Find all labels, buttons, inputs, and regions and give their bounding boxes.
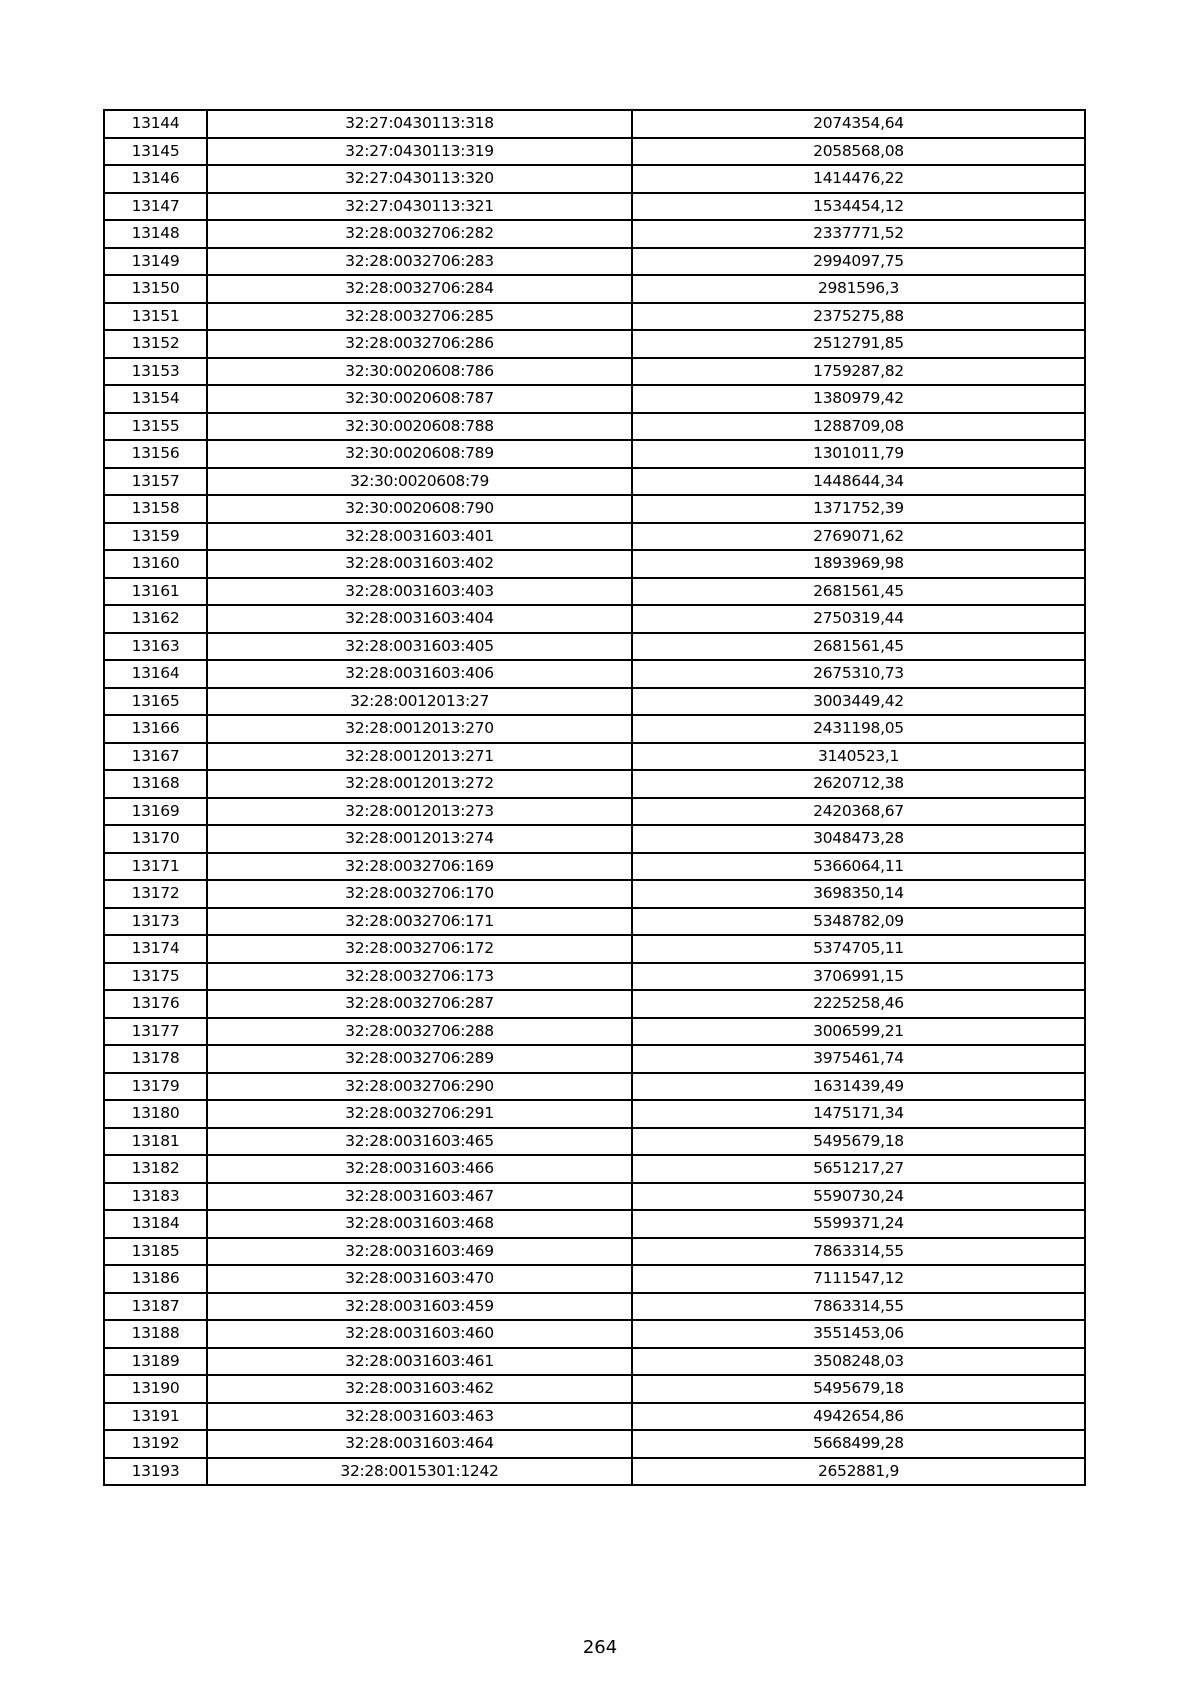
cadastral-value-cell: 3006599,21 <box>632 1018 1085 1046</box>
row-number-cell: 13173 <box>104 908 207 936</box>
row-number-cell: 13176 <box>104 990 207 1018</box>
table-row <box>104 358 1085 386</box>
row-number-cell: 13168 <box>104 770 207 798</box>
table-row <box>104 880 1085 908</box>
row-number-cell: 13182 <box>104 1155 207 1183</box>
cadastral-value-table <box>103 109 1086 1486</box>
cadastral-value-cell: 2681561,45 <box>632 578 1085 606</box>
table-row <box>104 385 1085 413</box>
row-number-cell: 13177 <box>104 1018 207 1046</box>
table-row <box>104 605 1085 633</box>
row-number-cell: 13157 <box>104 468 207 496</box>
cadastral-number-cell: 32:28:0031603:463 <box>207 1403 632 1431</box>
cadastral-number-cell: 32:28:0031603:401 <box>207 523 632 551</box>
cadastral-value-cell: 2681561,45 <box>632 633 1085 661</box>
table-row <box>104 413 1085 441</box>
table-row <box>104 1458 1085 1486</box>
table-row <box>104 1155 1085 1183</box>
table-row <box>104 1375 1085 1403</box>
row-number-cell: 13184 <box>104 1210 207 1238</box>
row-number-cell: 13155 <box>104 413 207 441</box>
cadastral-number-cell: 32:27:0430113:320 <box>207 165 632 193</box>
table-row <box>104 715 1085 743</box>
cadastral-value-cell: 1448644,34 <box>632 468 1085 496</box>
row-number-cell: 13183 <box>104 1183 207 1211</box>
cadastral-value-cell: 3975461,74 <box>632 1045 1085 1073</box>
table-row <box>104 743 1085 771</box>
table-row <box>104 1210 1085 1238</box>
table-row <box>104 990 1085 1018</box>
cadastral-number-cell: 32:28:0032706:285 <box>207 303 632 331</box>
cadastral-number-cell: 32:30:0020608:786 <box>207 358 632 386</box>
cadastral-number-cell: 32:28:0031603:405 <box>207 633 632 661</box>
table-row <box>104 633 1085 661</box>
cadastral-number-cell: 32:28:0031603:461 <box>207 1348 632 1376</box>
cadastral-number-cell: 32:28:0032706:289 <box>207 1045 632 1073</box>
table-row <box>104 330 1085 358</box>
cadastral-value-cell: 1301011,79 <box>632 440 1085 468</box>
table-row <box>104 1128 1085 1156</box>
cadastral-number-cell: 32:28:0031603:467 <box>207 1183 632 1211</box>
cadastral-number-cell: 32:28:0012013:272 <box>207 770 632 798</box>
row-number-cell: 13148 <box>104 220 207 248</box>
cadastral-value-cell: 1759287,82 <box>632 358 1085 386</box>
page-number: 264 <box>582 1637 618 1658</box>
cadastral-value-cell: 2750319,44 <box>632 605 1085 633</box>
row-number-cell: 13161 <box>104 578 207 606</box>
cadastral-number-cell: 32:28:0012013:274 <box>207 825 632 853</box>
cadastral-number-cell: 32:28:0031603:403 <box>207 578 632 606</box>
table-row <box>104 1293 1085 1321</box>
row-number-cell: 13159 <box>104 523 207 551</box>
row-number-cell: 13188 <box>104 1320 207 1348</box>
cadastral-value-cell: 2074354,64 <box>632 110 1085 138</box>
row-number-cell: 13190 <box>104 1375 207 1403</box>
cadastral-number-cell: 32:28:0032706:172 <box>207 935 632 963</box>
table-row <box>104 468 1085 496</box>
cadastral-number-cell: 32:28:0032706:291 <box>207 1100 632 1128</box>
cadastral-value-cell: 2652881,9 <box>632 1458 1085 1486</box>
row-number-cell: 13186 <box>104 1265 207 1293</box>
row-number-cell: 13193 <box>104 1458 207 1486</box>
cadastral-value-cell: 2058568,08 <box>632 138 1085 166</box>
cadastral-number-cell: 32:28:0032706:287 <box>207 990 632 1018</box>
row-number-cell: 13174 <box>104 935 207 963</box>
table-row <box>104 1100 1085 1128</box>
cadastral-value-cell: 1380979,42 <box>632 385 1085 413</box>
row-number-cell: 13175 <box>104 963 207 991</box>
cadastral-value-cell: 1371752,39 <box>632 495 1085 523</box>
cadastral-number-cell: 32:28:0032706:170 <box>207 880 632 908</box>
cadastral-number-cell: 32:28:0032706:171 <box>207 908 632 936</box>
table-row <box>104 1018 1085 1046</box>
cadastral-value-cell: 2675310,73 <box>632 660 1085 688</box>
cadastral-number-cell: 32:28:0031603:465 <box>207 1128 632 1156</box>
row-number-cell: 13179 <box>104 1073 207 1101</box>
cadastral-number-cell: 32:28:0031603:469 <box>207 1238 632 1266</box>
cadastral-number-cell: 32:28:0031603:468 <box>207 1210 632 1238</box>
table-row <box>104 1430 1085 1458</box>
cadastral-value-cell: 2769071,62 <box>632 523 1085 551</box>
table-row <box>104 935 1085 963</box>
row-number-cell: 13144 <box>104 110 207 138</box>
table-row <box>104 495 1085 523</box>
cadastral-value-cell: 5366064,11 <box>632 853 1085 881</box>
row-number-cell: 13185 <box>104 1238 207 1266</box>
cadastral-value-cell: 3048473,28 <box>632 825 1085 853</box>
cadastral-value-cell: 5599371,24 <box>632 1210 1085 1238</box>
table-row <box>104 523 1085 551</box>
table-row <box>104 193 1085 221</box>
cadastral-value-cell: 3706991,15 <box>632 963 1085 991</box>
table-row <box>104 550 1085 578</box>
row-number-cell: 13180 <box>104 1100 207 1128</box>
cadastral-number-cell: 32:28:0031603:402 <box>207 550 632 578</box>
row-number-cell: 13152 <box>104 330 207 358</box>
table-row <box>104 275 1085 303</box>
table-row <box>104 853 1085 881</box>
cadastral-value-cell: 2420368,67 <box>632 798 1085 826</box>
row-number-cell: 13165 <box>104 688 207 716</box>
cadastral-number-cell: 32:27:0430113:319 <box>207 138 632 166</box>
row-number-cell: 13191 <box>104 1403 207 1431</box>
table-row <box>104 440 1085 468</box>
table-row <box>104 1265 1085 1293</box>
table-row <box>104 1238 1085 1266</box>
cadastral-value-cell: 5590730,24 <box>632 1183 1085 1211</box>
table-row <box>104 138 1085 166</box>
table-row <box>104 1073 1085 1101</box>
row-number-cell: 13192 <box>104 1430 207 1458</box>
row-number-cell: 13166 <box>104 715 207 743</box>
table-row <box>104 770 1085 798</box>
cadastral-value-cell: 1475171,34 <box>632 1100 1085 1128</box>
cadastral-number-cell: 32:27:0430113:321 <box>207 193 632 221</box>
table-row <box>104 1320 1085 1348</box>
cadastral-value-cell: 7111547,12 <box>632 1265 1085 1293</box>
cadastral-value-cell: 2225258,46 <box>632 990 1085 1018</box>
cadastral-value-cell: 5651217,27 <box>632 1155 1085 1183</box>
table-row <box>104 688 1085 716</box>
table-body <box>104 110 1085 1485</box>
cadastral-value-cell: 2512791,85 <box>632 330 1085 358</box>
cadastral-number-cell: 32:30:0020608:789 <box>207 440 632 468</box>
cadastral-number-cell: 32:28:0031603:404 <box>207 605 632 633</box>
table-row <box>104 303 1085 331</box>
row-number-cell: 13169 <box>104 798 207 826</box>
cadastral-value-cell: 1893969,98 <box>632 550 1085 578</box>
row-number-cell: 13164 <box>104 660 207 688</box>
cadastral-number-cell: 32:30:0020608:79 <box>207 468 632 496</box>
row-number-cell: 13167 <box>104 743 207 771</box>
cadastral-value-cell: 3551453,06 <box>632 1320 1085 1348</box>
cadastral-value-cell: 3508248,03 <box>632 1348 1085 1376</box>
row-number-cell: 13187 <box>104 1293 207 1321</box>
table-row <box>104 963 1085 991</box>
table-row <box>104 1045 1085 1073</box>
row-number-cell: 13147 <box>104 193 207 221</box>
cadastral-value-cell: 2994097,75 <box>632 248 1085 276</box>
cadastral-number-cell: 32:28:0031603:464 <box>207 1430 632 1458</box>
cadastral-number-cell: 32:30:0020608:788 <box>207 413 632 441</box>
row-number-cell: 13160 <box>104 550 207 578</box>
table-row <box>104 1183 1085 1211</box>
table-row <box>104 220 1085 248</box>
cadastral-value-cell: 3140523,1 <box>632 743 1085 771</box>
cadastral-value-cell: 2620712,38 <box>632 770 1085 798</box>
cadastral-value-cell: 7863314,55 <box>632 1238 1085 1266</box>
cadastral-number-cell: 32:28:0012013:27 <box>207 688 632 716</box>
cadastral-value-cell: 5495679,18 <box>632 1128 1085 1156</box>
table-row <box>104 165 1085 193</box>
cadastral-value-cell: 2375275,88 <box>632 303 1085 331</box>
cadastral-value-cell: 7863314,55 <box>632 1293 1085 1321</box>
cadastral-value-cell: 5495679,18 <box>632 1375 1085 1403</box>
table-row <box>104 908 1085 936</box>
cadastral-number-cell: 32:28:0032706:169 <box>207 853 632 881</box>
cadastral-number-cell: 32:28:0015301:1242 <box>207 1458 632 1486</box>
cadastral-number-cell: 32:28:0031603:470 <box>207 1265 632 1293</box>
cadastral-value-cell: 5668499,28 <box>632 1430 1085 1458</box>
cadastral-number-cell: 32:28:0031603:462 <box>207 1375 632 1403</box>
table-row <box>104 1403 1085 1431</box>
row-number-cell: 13151 <box>104 303 207 331</box>
row-number-cell: 13158 <box>104 495 207 523</box>
table-row <box>104 248 1085 276</box>
cadastral-number-cell: 32:30:0020608:790 <box>207 495 632 523</box>
cadastral-value-cell: 4942654,86 <box>632 1403 1085 1431</box>
cadastral-number-cell: 32:28:0032706:173 <box>207 963 632 991</box>
cadastral-value-cell: 3003449,42 <box>632 688 1085 716</box>
cadastral-number-cell: 32:28:0031603:466 <box>207 1155 632 1183</box>
table-row <box>104 825 1085 853</box>
row-number-cell: 13153 <box>104 358 207 386</box>
cadastral-number-cell: 32:28:0032706:288 <box>207 1018 632 1046</box>
cadastral-number-cell: 32:30:0020608:787 <box>207 385 632 413</box>
row-number-cell: 13181 <box>104 1128 207 1156</box>
row-number-cell: 13172 <box>104 880 207 908</box>
row-number-cell: 13163 <box>104 633 207 661</box>
row-number-cell: 13145 <box>104 138 207 166</box>
table-row <box>104 1348 1085 1376</box>
table-row <box>104 578 1085 606</box>
cadastral-number-cell: 32:28:0012013:273 <box>207 798 632 826</box>
cadastral-number-cell: 32:28:0032706:283 <box>207 248 632 276</box>
row-number-cell: 13170 <box>104 825 207 853</box>
table-row <box>104 660 1085 688</box>
cadastral-value-cell: 2431198,05 <box>632 715 1085 743</box>
cadastral-number-cell: 32:28:0012013:271 <box>207 743 632 771</box>
cadastral-number-cell: 32:28:0031603:460 <box>207 1320 632 1348</box>
row-number-cell: 13178 <box>104 1045 207 1073</box>
cadastral-number-cell: 32:28:0012013:270 <box>207 715 632 743</box>
row-number-cell: 13162 <box>104 605 207 633</box>
row-number-cell: 13150 <box>104 275 207 303</box>
row-number-cell: 13146 <box>104 165 207 193</box>
cadastral-number-cell: 32:28:0032706:282 <box>207 220 632 248</box>
row-number-cell: 13156 <box>104 440 207 468</box>
row-number-cell: 13189 <box>104 1348 207 1376</box>
cadastral-value-cell: 1631439,49 <box>632 1073 1085 1101</box>
cadastral-value-cell: 1288709,08 <box>632 413 1085 441</box>
cadastral-value-cell: 5374705,11 <box>632 935 1085 963</box>
cadastral-value-cell: 5348782,09 <box>632 908 1085 936</box>
cadastral-value-cell: 3698350,14 <box>632 880 1085 908</box>
cadastral-number-cell: 32:28:0031603:459 <box>207 1293 632 1321</box>
row-number-cell: 13149 <box>104 248 207 276</box>
cadastral-value-cell: 1414476,22 <box>632 165 1085 193</box>
cadastral-number-cell: 32:28:0032706:284 <box>207 275 632 303</box>
row-number-cell: 13154 <box>104 385 207 413</box>
cadastral-value-cell: 1534454,12 <box>632 193 1085 221</box>
cadastral-number-cell: 32:28:0031603:406 <box>207 660 632 688</box>
table-row <box>104 798 1085 826</box>
row-number-cell: 13171 <box>104 853 207 881</box>
cadastral-value-cell: 2337771,52 <box>632 220 1085 248</box>
cadastral-value-cell: 2981596,3 <box>632 275 1085 303</box>
cadastral-number-cell: 32:28:0032706:286 <box>207 330 632 358</box>
cadastral-number-cell: 32:28:0032706:290 <box>207 1073 632 1101</box>
table-row <box>104 110 1085 138</box>
cadastral-number-cell: 32:27:0430113:318 <box>207 110 632 138</box>
